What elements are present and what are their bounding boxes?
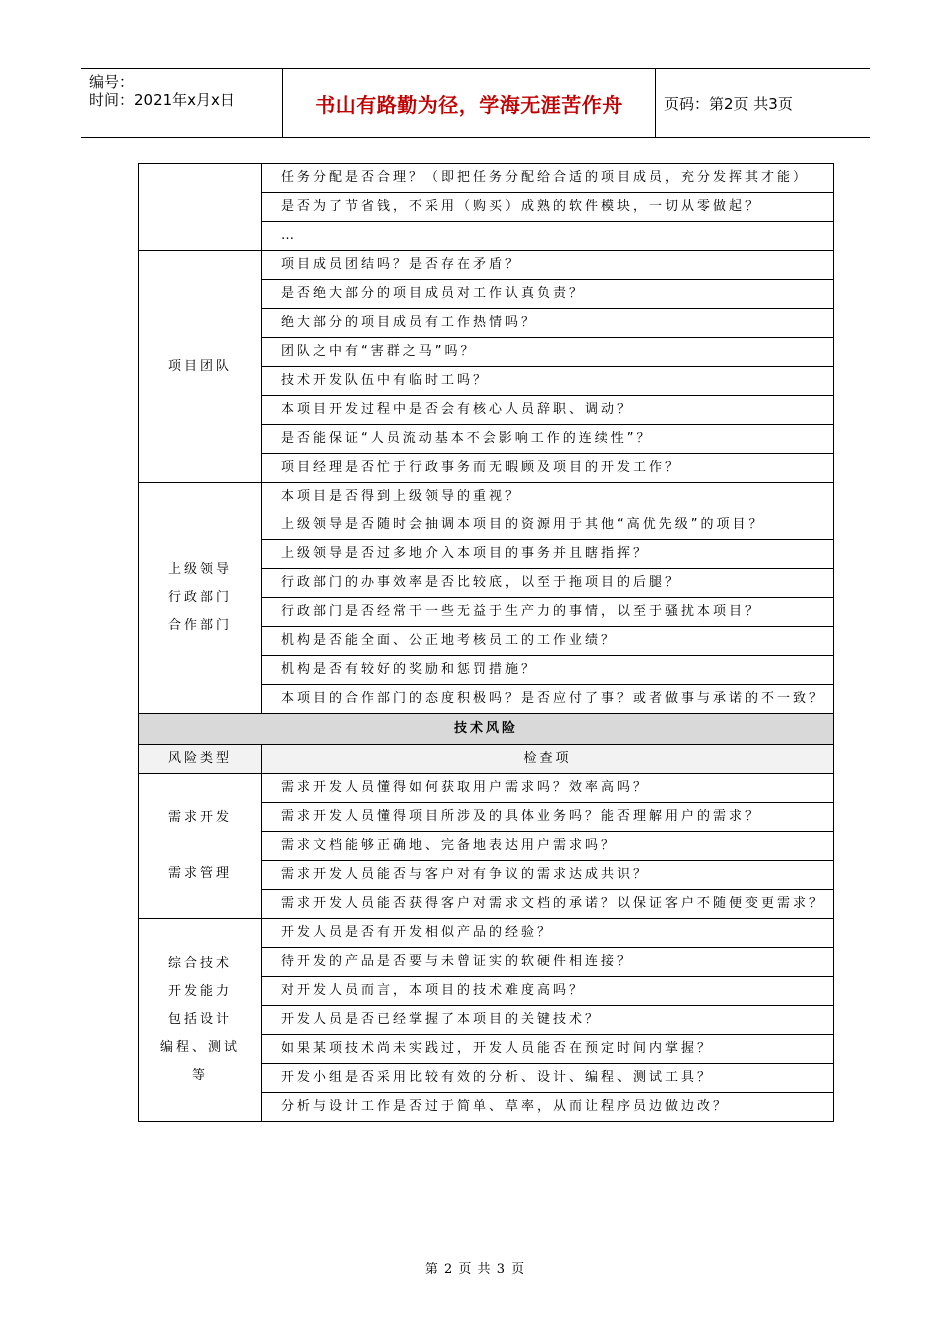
check-item: 需求开发人员能否获得客户对需求文档的承诺？以保证客户不随便变更需求？ [262,890,834,919]
check-item: 项目成员团结吗？是否存在矛盾？ [262,251,834,280]
column-header-check: 检查项 [262,745,834,774]
category-label: 包括设计 [167,1012,232,1027]
document-code-label: 编号： [89,73,135,91]
category-label: 行政部门 [167,590,232,605]
category-label: 需求开发 [167,810,232,825]
check-item: 上级领导是否过多地介入本项目的事务并且瞎指挥？ [262,540,834,569]
document-date: 时间：2021年x月x日 [89,91,235,109]
category-label: 上级领导 [167,562,232,577]
category-label: 需求管理 [167,866,232,881]
category-label: 编程、测试 [159,1040,240,1055]
check-item: 如果某项技术尚未实践过，开发人员能否在预定时间内掌握？ [262,1035,834,1064]
table-row [139,251,834,280]
risk-category-technical [139,919,262,1122]
column-header-row [139,745,834,774]
column-header-type: 风险类型 [139,745,262,774]
check-item: 是否为了节省钱，不采用（购买）成熟的软件模块，一切从零做起？ [262,193,834,222]
check-item: 本项目开发过程中是否会有核心人员辞职、调动？ [262,396,834,425]
check-item: 需求文档能够正确地、完备地表达用户需求吗？ [262,832,834,861]
check-item: 需求开发人员能否与客户对有争议的需求达成共识？ [262,861,834,890]
check-item: 团队之中有“害群之马”吗？ [262,338,834,367]
risk-category-team [139,251,262,483]
check-item: 需求开发人员懂得如何获取用户需求吗？效率高吗？ [262,774,834,803]
header-page-number: 页码：第2页 共3页 [664,94,793,113]
risk-category-empty [139,164,262,251]
page-header [81,68,870,138]
check-item: 上级领导是否随时会抽调本项目的资源用于其他“高优先级”的项目？ [281,517,765,532]
header-page-cell [656,69,870,137]
check-item: 开发人员是否有开发相似产品的经验？ [262,919,834,948]
risk-category-management [139,483,262,714]
check-item: 是否绝大部分的项目成员对工作认真负责？ [262,280,834,309]
table-row [139,919,834,948]
category-label: 合作部门 [167,618,232,633]
check-item: 行政部门的办事效率是否比较底，以至于拖项目的后腿？ [262,569,834,598]
check-item: 需求开发人员懂得项目所涉及的具体业务吗？能否理解用户的需求？ [262,803,834,832]
risk-checklist-table [138,163,834,1122]
header-slogan-cell [282,69,656,137]
check-item: 机构是否能全面、公正地考核员工的工作业绩？ [262,627,834,656]
page-footer [0,1258,950,1277]
section-title: 技术风险 [139,714,834,745]
category-label: 项目团队 [167,358,232,374]
check-item-merged [262,483,834,540]
table-row [139,774,834,803]
check-item: 分析与设计工作是否过于简单、草率，从而让程序员边做边改？ [262,1093,834,1122]
table-row [139,164,834,193]
check-item: 行政部门是否经常干一些无益于生产力的事情，以至于骚扰本项目？ [262,598,834,627]
category-label: 综合技术 [167,956,232,971]
category-label: 开发能力 [167,984,232,999]
check-item: 待开发的产品是否要与未曾证实的软硬件相连接？ [262,948,834,977]
footer-page-number: 第 2 页 共 3 页 [424,1262,526,1277]
check-item: 本项目是否得到上级领导的重视？ [281,489,522,504]
check-item: 机构是否有较好的奖励和惩罚措施？ [262,656,834,685]
check-item: 技术开发队伍中有临时工吗？ [262,367,834,396]
check-item: 开发人员是否已经掌握了本项目的关键技术？ [262,1006,834,1035]
category-label: 等 [191,1068,208,1083]
check-item: 开发小组是否采用比较有效的分析、设计、编程、测试工具？ [262,1064,834,1093]
header-meta [81,69,282,137]
risk-category-requirements [139,774,262,919]
check-item: 是否能保证“人员流动基本不会影响工作的连续性”？ [262,425,834,454]
check-item: 绝大部分的项目成员有工作热情吗？ [262,309,834,338]
check-item: … [262,222,834,251]
check-item: 对开发人员而言，本项目的技术难度高吗？ [262,977,834,1006]
check-item: 任务分配是否合理？（即把任务分配给合适的项目成员，充分发挥其才能） [262,164,834,193]
check-item: 项目经理是否忙于行政事务而无暇顾及项目的开发工作？ [262,454,834,483]
category-spacer [139,832,261,860]
header-slogan: 书山有路勤为径，学海无涯苦作舟 [315,92,623,117]
table-row [139,483,834,540]
check-item: 本项目的合作部门的态度积极吗？是否应付了事？或者做事与承诺的不一致？ [262,685,834,714]
section-row [139,714,834,745]
